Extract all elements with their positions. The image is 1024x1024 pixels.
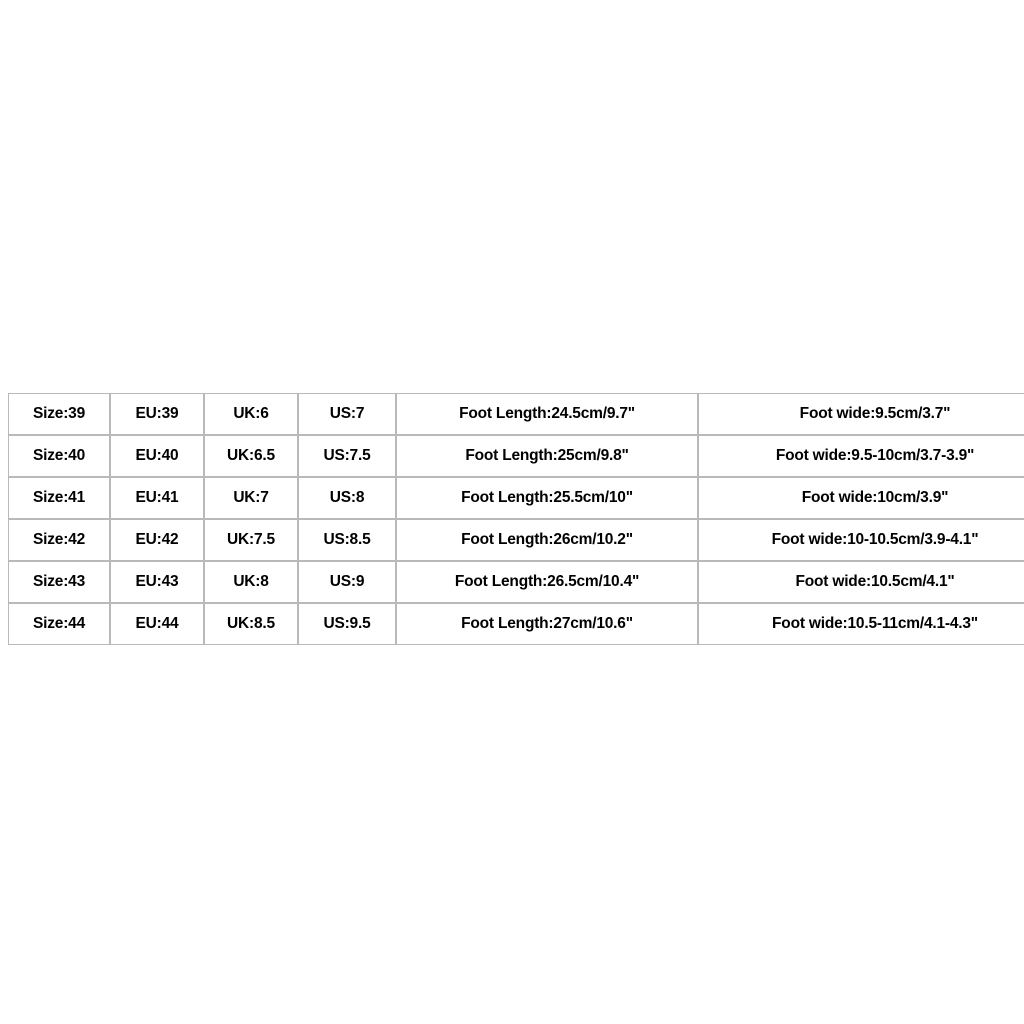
size-chart <box>8 393 1016 645</box>
cell-foot-length: Foot Length:25cm/9.8" <box>396 435 698 477</box>
cell-foot-length: Foot Length:26.5cm/10.4" <box>396 561 698 603</box>
cell-eu: EU:39 <box>110 393 204 435</box>
cell-foot-wide: Foot wide:10cm/3.9" <box>698 477 1024 519</box>
cell-size: Size:42 <box>8 519 110 561</box>
cell-foot-length: Foot Length:25.5cm/10" <box>396 477 698 519</box>
table-row <box>8 435 1024 477</box>
cell-uk: UK:6.5 <box>204 435 298 477</box>
cell-size: Size:39 <box>8 393 110 435</box>
cell-us: US:8.5 <box>298 519 396 561</box>
cell-foot-length: Foot Length:24.5cm/9.7" <box>396 393 698 435</box>
cell-us: US:9 <box>298 561 396 603</box>
cell-eu: EU:44 <box>110 603 204 645</box>
cell-foot-wide: Foot wide:10.5cm/4.1" <box>698 561 1024 603</box>
cell-size: Size:44 <box>8 603 110 645</box>
table-row <box>8 477 1024 519</box>
cell-uk: UK:6 <box>204 393 298 435</box>
cell-foot-wide: Foot wide:9.5-10cm/3.7-3.9" <box>698 435 1024 477</box>
cell-foot-length: Foot Length:26cm/10.2" <box>396 519 698 561</box>
table-row <box>8 519 1024 561</box>
cell-eu: EU:42 <box>110 519 204 561</box>
table-row <box>8 393 1024 435</box>
cell-eu: EU:41 <box>110 477 204 519</box>
table-row <box>8 561 1024 603</box>
cell-size: Size:43 <box>8 561 110 603</box>
cell-uk: UK:8 <box>204 561 298 603</box>
cell-us: US:7 <box>298 393 396 435</box>
size-chart-table <box>8 393 1024 645</box>
cell-foot-length: Foot Length:27cm/10.6" <box>396 603 698 645</box>
cell-foot-wide: Foot wide:10.5-11cm/4.1-4.3" <box>698 603 1024 645</box>
cell-uk: UK:8.5 <box>204 603 298 645</box>
size-chart-body <box>8 393 1024 645</box>
cell-us: US:8 <box>298 477 396 519</box>
cell-eu: EU:43 <box>110 561 204 603</box>
cell-eu: EU:40 <box>110 435 204 477</box>
cell-foot-wide: Foot wide:10-10.5cm/3.9-4.1" <box>698 519 1024 561</box>
cell-us: US:9.5 <box>298 603 396 645</box>
cell-size: Size:41 <box>8 477 110 519</box>
cell-us: US:7.5 <box>298 435 396 477</box>
cell-uk: UK:7 <box>204 477 298 519</box>
table-row <box>8 603 1024 645</box>
cell-size: Size:40 <box>8 435 110 477</box>
cell-uk: UK:7.5 <box>204 519 298 561</box>
cell-foot-wide: Foot wide:9.5cm/3.7" <box>698 393 1024 435</box>
